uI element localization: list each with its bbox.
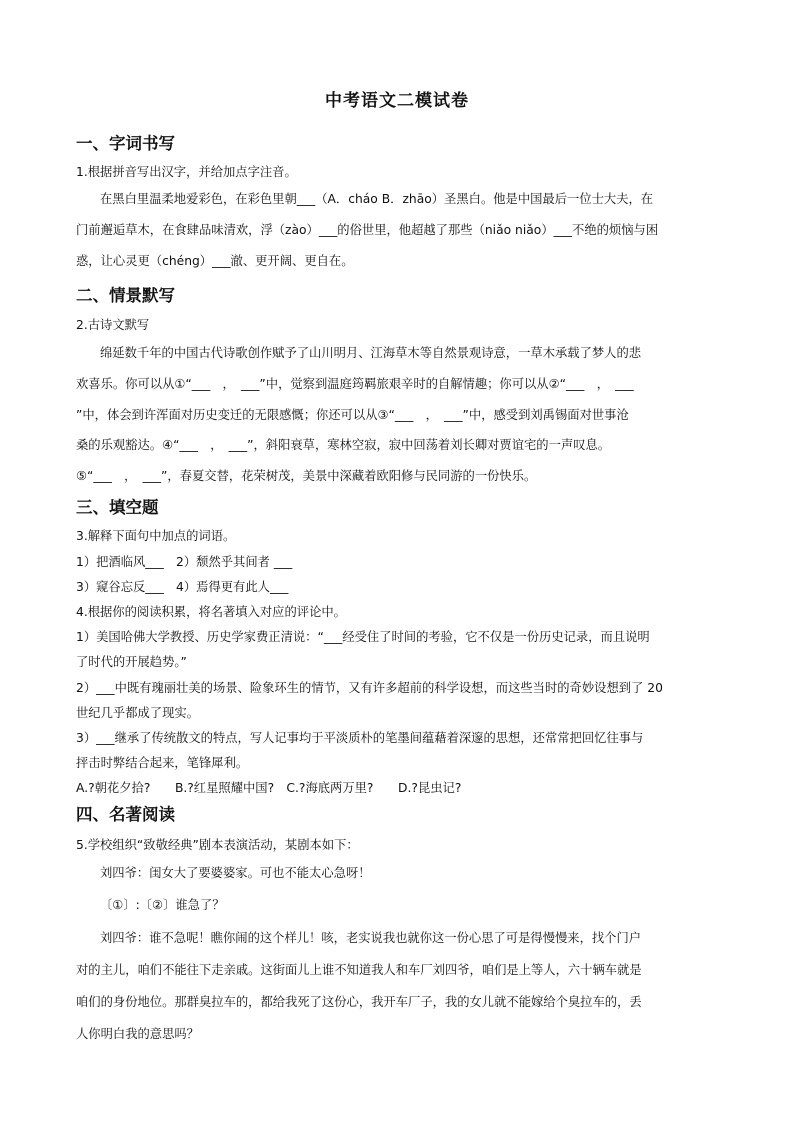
q1-text-line: 惑，让心灵更（chéng）___澈、更开阔、更自在。 <box>76 254 354 268</box>
section-heading-fill-blank: 三、填空题 <box>76 498 159 517</box>
q5-text-line: 〔①〕:〔②〕谁急了？ <box>100 898 225 912</box>
q1-text-line: 在黑白里温柔地爱彩色，在彩色里朝___（A．cháo B．zhāo）圣黑白。他是中国最后一位士大夫，在 <box>100 192 654 206</box>
q3-text-line: 1）把酒临风___ 2）颓然乎其间者 ___ <box>76 555 293 569</box>
q2-text-line: 绵延数千年的中国古代诗歌创作赋予了山川明月、江海草木等自然景观诗意，一草木承载了梦人的悲 <box>100 346 642 360</box>
q1-text-line: 门前邂逅草木，在食肆品味清欢，浮（zào）___的俗世里，他超越了那些（niǎo niǎo）___不绝的烦恼与困 <box>76 223 659 237</box>
q4-options: A.?朝花夕拾? B.?红星照耀中国? C.?海底两万里? D.?昆虫记? <box>76 781 462 795</box>
q2-text-line: 桑的乐观豁达。④“___ ， ___”，斜阳衰草，寒林空寂，寂中回荡着刘长卿对贾谊宅的一声叹息。 <box>76 438 611 452</box>
page-title: 中考语文二模试卷 <box>325 91 469 111</box>
q3-text-line: 3.解释下面句中加点的词语。 <box>76 529 236 543</box>
q3-text-line: 3）窥谷忘反___ 4）焉得更有此人___ <box>76 580 289 594</box>
q5-text-line: 咱们的身份地位。那群臭拉车的，都给我死了这份心，我开车厂子，我的女儿就不能嫁给个臭拉车的，丢 <box>76 995 642 1009</box>
q2-text-line: ⑤“___ ， ___”，春夏交替，花荣树茂，美景中深藏着欧阳修与民同游的一份快乐。 <box>76 469 537 483</box>
question-2-prompt: 2.古诗文默写 <box>76 318 150 332</box>
q4-text-line: 2）___中既有瑰丽壮美的场景、险象环生的情节，又有许多超前的科学设想，而这些当时的奇妙设想到了 20 <box>76 681 663 695</box>
q4-text-line: 1）美国哈佛大学教授、历史学家费正清说：“___经受住了时间的考验，它不仅是一份历史记录，而且说明 <box>76 630 650 644</box>
q4-text-line: 4.根据你的阅读积累，将名著填入对应的评论中。 <box>76 605 346 619</box>
question-5-prompt: 5.学校组织“致敬经典”剧本表演活动，某剧本如下： <box>76 838 359 852</box>
q5-text-line: 对的主儿，咱们不能往下走亲戚。这街面儿上谁不知道我人和车厂刘四爷，咱们是上等人，六十辆车就是 <box>76 963 642 977</box>
q5-text-line: 刘四爷：谁不急呢！瞧你闹的这个样儿！咳，老实说我也就你这一份心思了可是得慢慢来，找个门户 <box>100 931 642 945</box>
section-heading-writing: 一、字词书写 <box>76 134 175 153</box>
q4-text-line: 抨击时弊结合起来，笔锋犀利。 <box>76 756 249 770</box>
section-heading-recitation: 二、情景默写 <box>76 286 175 305</box>
q5-text-line: 人你明白我的意思吗？ <box>76 1027 199 1041</box>
q4-text-line: 世纪几乎都成了现实。 <box>76 706 199 720</box>
section-heading-classics: 四、名著阅读 <box>76 805 175 824</box>
q4-text-line: 了时代的开展趋势。” <box>76 655 187 669</box>
q2-text-line: 欢喜乐。你可以从①“___ ， ___”中，觉察到温庭筠羁旅艰辛时的自解情趣；你可以从②“___ ， ___ <box>76 377 634 391</box>
question-1-prompt: 1.根据拼音写出汉字，并给加点字注音。 <box>76 165 297 179</box>
q5-text-line: 刘四爷：闺女大了要婆婆家。可也不能太心急呀！ <box>100 866 371 880</box>
q2-text-line: ”中，体会到许浑面对历史变迁的无限感慨；你还可以从③“___ ， ___”中，感受到刘禹锡面对世事沧 <box>76 408 629 422</box>
q4-text-line: 3）___继承了传统散文的特点，写人记事均于平淡质朴的笔墨间蕴藉着深邃的思想，还常常把回忆往事与 <box>76 731 644 745</box>
